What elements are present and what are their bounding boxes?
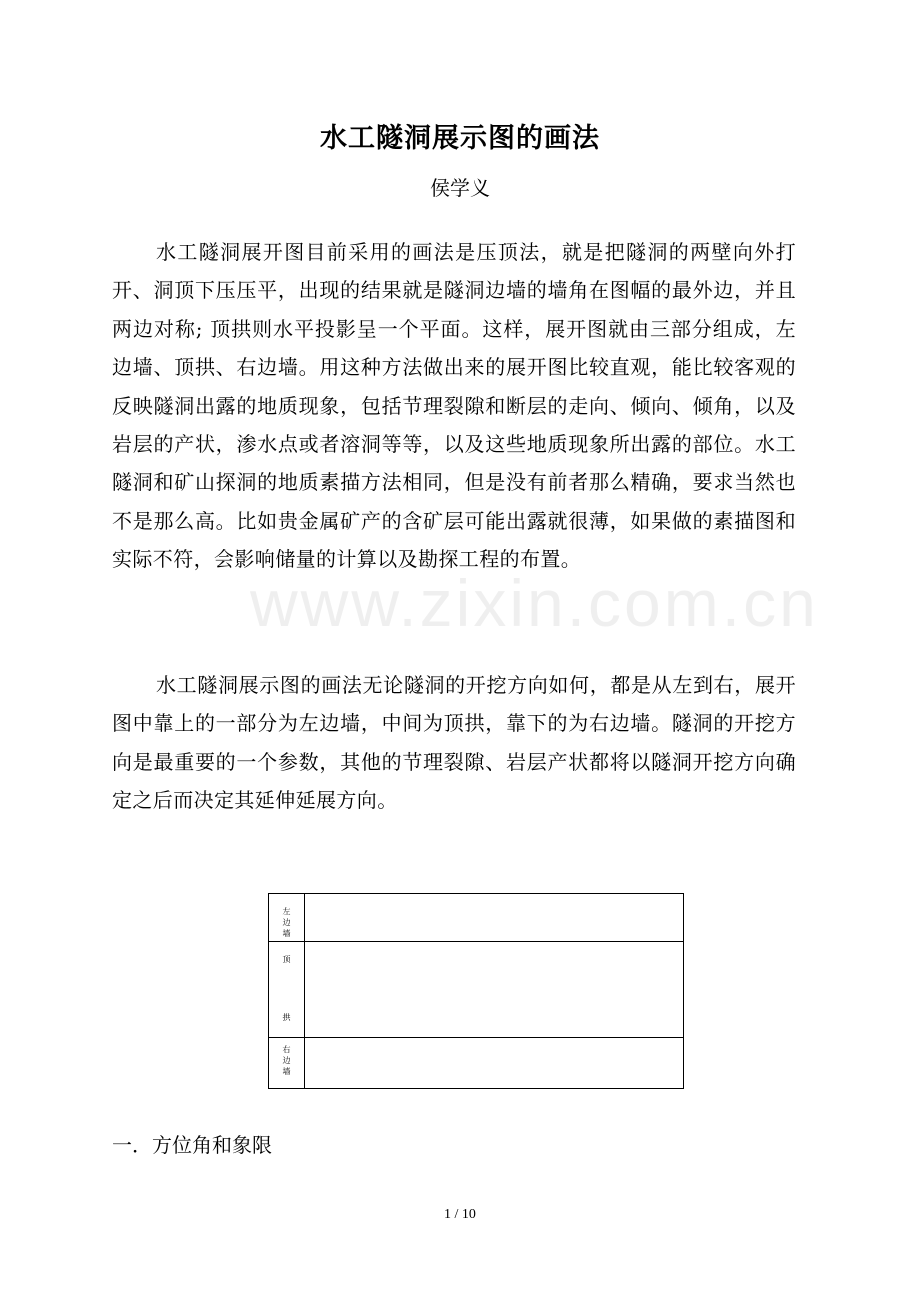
author-name: 侯学义 — [430, 176, 490, 200]
left-wall-label — [269, 894, 305, 941]
left-wall-area — [305, 894, 683, 941]
page-number: 1 / 10 — [444, 1207, 476, 1222]
right-wall-label — [269, 1038, 305, 1088]
crown-label — [269, 942, 305, 1037]
left-wall-char: 边 — [282, 918, 291, 927]
right-wall-char: 右 — [282, 1045, 291, 1054]
watermark: www.zixin.com.cn — [250, 566, 819, 640]
crown-char: 顶 — [282, 955, 291, 964]
right-wall-char: 边 — [282, 1056, 291, 1065]
left-wall-char: 墙 — [282, 929, 291, 938]
document-title: 水工隧洞展示图的画法 — [320, 123, 600, 154]
left-wall-char: 左 — [282, 907, 291, 916]
crown-section — [269, 942, 683, 1038]
right-wall-area — [305, 1038, 683, 1088]
right-wall-section — [269, 1038, 683, 1088]
paragraph-2: 水工隧洞展示图的画法无论隧洞的开挖方向如何，都是从左到右，展开图中靠上的一部分为左边墙，中间为顶拱，靠下的为右边墙。隧洞的开挖方向是最重要的一个参数，其他的节理裂隙、岩层产状都将以隧洞开挖方向确定之后而决定其延伸延展方向。 — [112, 673, 796, 813]
left-wall-section — [269, 894, 683, 942]
crown-char: 拱 — [282, 1013, 291, 1022]
tunnel-expansion-diagram — [268, 893, 684, 1089]
right-wall-char: 墙 — [282, 1067, 291, 1076]
crown-area — [305, 942, 683, 1037]
paragraph-1: 水工隧洞展开图目前采用的画法是压顶法，就是把隧洞的两壁向外打开、洞顶下压压平，出现的结果就是隧洞边墙的墙角在图幅的最外边，并且两边对称; 顶拱则水平投影呈一个平面。这样，展开图就由三部分组成，左边墙、顶拱、右边墙。用这种方法做出来的展开图比较直观，能比较客观的反映隧洞出露的地质现象，包括节理裂隙和断层的走向、倾向、倾角，以及岩层的产状，渗水点或者溶洞等等，以及这些地质现象所出露的部位。水工隧洞和矿山探洞的地质素描方法相同，但是没有前者那么精确，要求当然也不是那么高。比如贵金属矿产的含矿层可能出露就很薄，如果做的素描图和实际不符，会影响储量的计算以及勘探工程的布置。 — [112, 240, 796, 572]
section-heading: 一．方位角和象限 — [112, 1133, 272, 1157]
